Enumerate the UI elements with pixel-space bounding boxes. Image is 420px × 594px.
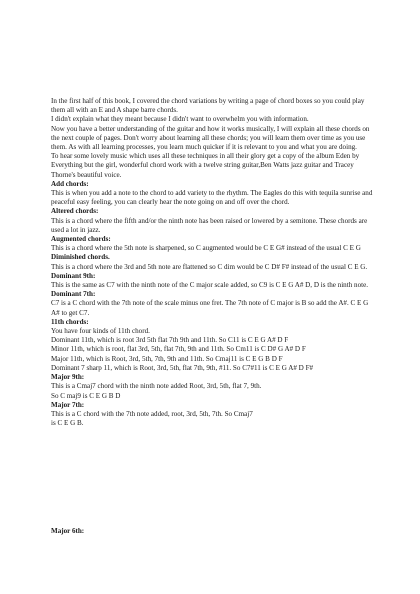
section-text: Minor 11th, which is root, flat 3rd, 5th, flat 7th, 9th and 11th. So Cm11 is C D# G A# D F xyxy=(51,345,306,354)
section-text: Dominant 7 sharp 11, which is Root, 3rd, 5th, flat 7th, 9th, #11. So C7#11 is C E G A# D F# xyxy=(51,363,314,372)
section-heading-major-9th: Major 9th: xyxy=(51,373,85,382)
section-text: You have four kinds of 11th chord. xyxy=(51,327,150,336)
intro-paragraph: To hear some lovely music which uses all these techniques in all their glory get a copy of the album Eden by Everything but the girl, wonderful chord work with a twelve string guitar,Ben Watts jazz guitar and Tracey Thorne's beautiful voice. xyxy=(51,152,360,179)
section-heading-major-6th: Major 6th: xyxy=(51,527,85,536)
section-heading-augmented-chords: Augmented chords: xyxy=(51,235,111,244)
section-heading-add-chords: Add chords: xyxy=(51,179,89,188)
section-heading-major-7th: Major 7th: xyxy=(51,400,85,409)
section-text: Dominant 11th, which is root 3rd 5th flat 7th 9th and 11th. So C11 is C E G A# D F xyxy=(51,336,289,345)
section-text: This is a chord where the 3rd and 5th note are flattened so C dim would be C D# F# instead of the usual C E G. xyxy=(51,262,368,271)
section-heading-dominant-9th: Dominant 9th: xyxy=(51,271,96,280)
section-text: Major 11th, which is Root, 3rd, 5th, 7th, 9th and 11th. So Cmaj11 is C E G B D F xyxy=(51,354,283,363)
body-text xyxy=(51,97,376,428)
section-text: C7 is a C chord with the 7th note of the scale minus one fret. The 7th note of C major is B so add the A#. C E G A# to get C7. xyxy=(51,299,369,317)
section-text: This is a chord where the 5th note is sharpened, so C augmented would be C E G# instead of the usual C E G xyxy=(51,244,361,253)
intro-paragraph: Now you have a better understanding of the guitar and how it works musically, I will explain all these chords on the next couple of pages. Don't worry about learning all these chords; you will learn them over time as you use them. As with all learning processes, you learn much quicker if it is relevant to you and what you are doing. xyxy=(51,124,370,152)
section-text: is C E G B. xyxy=(51,419,84,428)
section-text: This is when you add a note to the chord to add variety to the rhythm. The Eagles do this with tequila sunrise and peaceful easy feeling, you can clearly hear the note going on and off over the chord. xyxy=(51,189,373,207)
section-text: This is a Cmaj7 chord with the ninth note added Root, 3rd, 5th, flat 7, 9th. xyxy=(51,382,262,391)
intro-paragraph: I didn't explain what they meant because I didn't want to overwhelm you with information. xyxy=(51,115,309,124)
section-text: This is a C chord with the 7th note added, root, 3rd, 5th, 7th. So Cmaj7 xyxy=(51,409,253,418)
section-text: So C maj9 is C E G B D xyxy=(51,391,121,400)
section-heading-diminished-chords: Diminished chords. xyxy=(51,253,110,262)
section-heading-11th-chords: 11th chords: xyxy=(51,317,89,326)
intro-paragraph: In the first half of this book, I covered the chord variations by writing a page of chord boxes so you could play them all with an E and A shape barre chords. xyxy=(51,97,365,115)
section-text: This is the same as C7 with the ninth note of the C major scale added, so C9 is C E G A# D, D is the ninth note. xyxy=(51,281,369,290)
section-heading-dominant-7th: Dominant 7th: xyxy=(51,290,96,299)
section-text: This is a chord where the fifth and/or the ninth note has been raised or lowered by a semitone. These chords are used a lot in jazz. xyxy=(51,216,368,234)
section-heading-altered-chords: Altered chords: xyxy=(51,207,99,216)
